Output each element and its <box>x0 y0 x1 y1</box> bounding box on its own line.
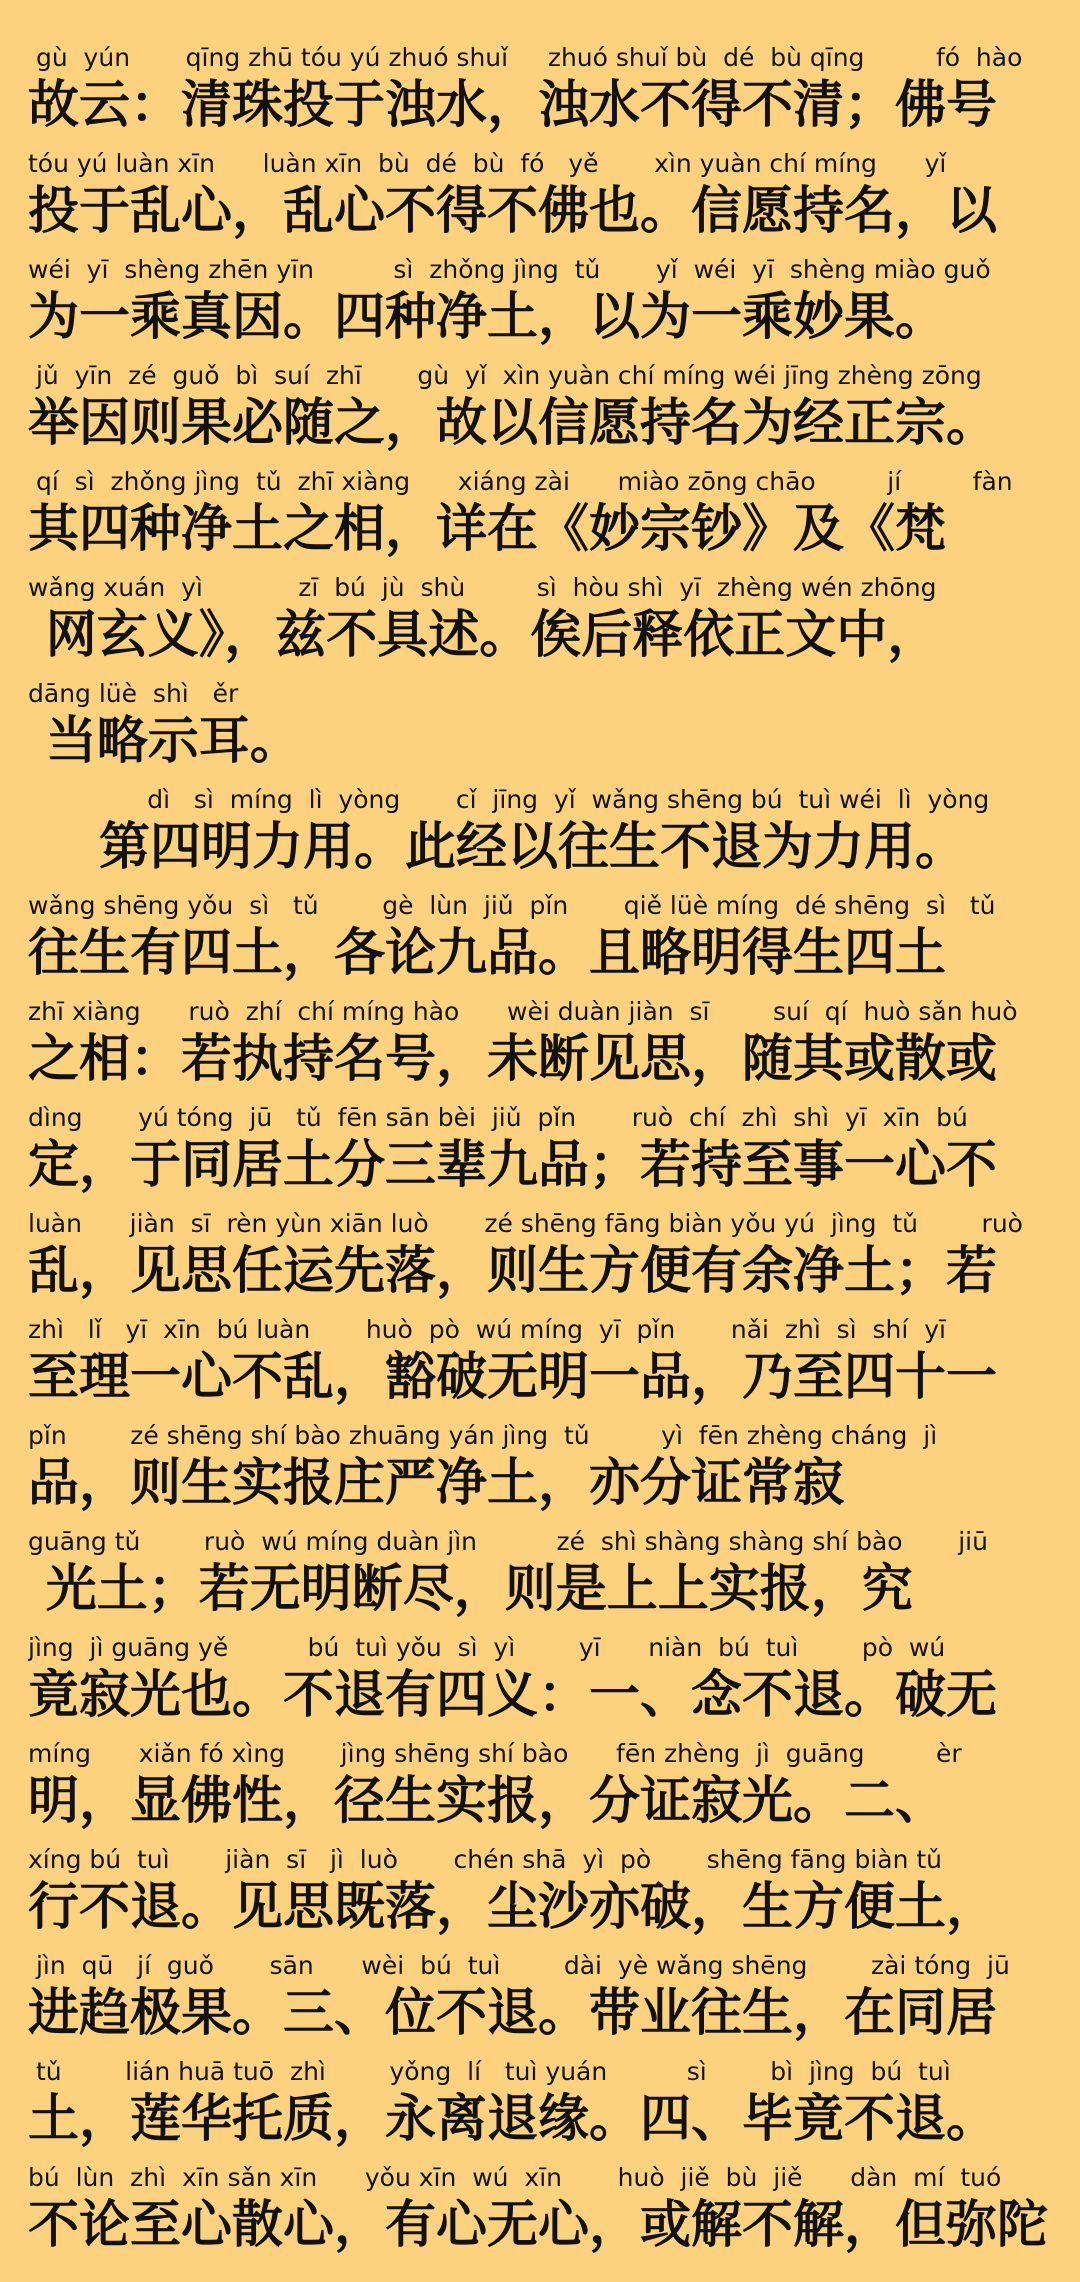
text-line-7 <box>28 676 1052 782</box>
text-line-14 <box>28 1418 1052 1524</box>
hanzi-row: 故云：清珠投于浊水，浊水不得不清；佛号 <box>28 76 998 135</box>
text-line-2 <box>28 146 1052 252</box>
pinyin-row: tóu yú luàn xīn luàn xīn bù dé bù fó yě xìn yuàn chí míng yǐ <box>28 149 947 178</box>
pinyin-row: dāng lüè shì ěr <box>28 679 239 708</box>
pinyin-row: qí sì zhǒng jìng tǔ zhī xiàng xiáng zài miào zōng chāo jí fàn <box>28 467 1013 496</box>
text-line-17 <box>28 1736 1052 1842</box>
hanzi-row: 乱，见思任运先落，则生方便有余净土；若 <box>28 1242 998 1301</box>
text-line-12 <box>28 1206 1052 1312</box>
hanzi-row: 投于乱心，乱心不得不佛也。信愿持名，以 <box>28 182 998 241</box>
text-line-5 <box>28 464 1052 570</box>
text-line-3 <box>28 252 1052 358</box>
text-line-20 <box>28 2054 1052 2160</box>
pinyin-row: pǐn zé shēng shí bào zhuāng yán jìng tǔ yì fēn zhèng cháng jì <box>28 1421 938 1450</box>
pinyin-row: tǔ lián huā tuō zhì yǒng lí tuì yuán sì bì jìng bú tuì <box>28 2057 951 2086</box>
text-line-8 <box>28 782 1052 888</box>
pinyin-row: dì sì míng lì yòng cǐ jīng yǐ wǎng shēng bú tuì wéi lì yòng <box>28 785 990 814</box>
text-line-18 <box>28 1842 1052 1948</box>
hanzi-row: 往生有四土，各论九品。且略明得生四土 <box>28 924 947 983</box>
hanzi-row: 土，莲华托质，永离退缘。四、毕竟不退。 <box>28 2090 998 2149</box>
hanzi-row: 其四种净土之相，详在《妙宗钞》及《梵 <box>28 500 947 559</box>
pinyin-row: jìn qū jí guǒ sān wèi bú tuì dài yè wǎng shēng zài tóng jū <box>28 1951 1010 1980</box>
text-line-6 <box>28 570 1052 676</box>
hanzi-row: 行不退。见思既落，尘沙亦破，生方便土， <box>28 1878 998 1937</box>
hanzi-row: 品，则生实报庄严净土，亦分证常寂 <box>28 1454 845 1513</box>
pinyin-row: luàn jiàn sī rèn yùn xiān luò zé shēng fāng biàn yǒu yú jìng tǔ ruò <box>28 1209 1023 1238</box>
hanzi-row: 之相：若执持名号，未断见思，随其或散或 <box>28 1030 998 1089</box>
hanzi-row: 竟寂光也。不退有四义：一、念不退。破无 <box>28 1666 998 1725</box>
text-line-13 <box>28 1312 1052 1418</box>
text-line-1 <box>28 40 1052 146</box>
text-line-4 <box>28 358 1052 464</box>
hanzi-row: 光土；若无明断尽，则是上上实报，究 <box>28 1560 913 1619</box>
hanzi-row: 为一乘真因。四种净土，以为一乘妙果。 <box>28 288 947 347</box>
pinyin-row: dìng yú tóng jū tǔ fēn sān bèi jiǔ pǐn ruò chí zhì shì yī xīn bú <box>28 1103 968 1132</box>
pinyin-row: gù yún qīng zhū tóu yú zhuó shuǐ zhuó shuǐ bù dé bù qīng fó hào <box>28 43 1023 72</box>
hanzi-row: 当略示耳。 <box>28 712 301 771</box>
pinyin-row: bú lùn zhì xīn sǎn xīn yǒu xīn wú xīn huò jiě bù jiě dàn mí tuó <box>28 2163 1002 2192</box>
pinyin-row: xíng bú tuì jiàn sī jì luò chén shā yì pò shēng fāng biàn tǔ <box>28 1845 943 1874</box>
text-line-9 <box>28 888 1052 994</box>
hanzi-row: 明，显佛性，径生实报，分证寂光。二、 <box>28 1772 947 1831</box>
hanzi-row: 不论至心散心，有心无心，或解不解，但弥陀 <box>28 2196 1049 2255</box>
pinyin-row: zhì lǐ yī xīn bú luàn huò pò wú míng yī pǐn nǎi zhì sì shí yī <box>28 1315 946 1344</box>
pinyin-row: míng xiǎn fó xìng jìng shēng shí bào fēn zhèng jì guāng èr <box>28 1739 962 1768</box>
text-line-10 <box>28 994 1052 1100</box>
text-line-19 <box>28 1948 1052 2054</box>
hanzi-row: 至理一心不乱，豁破无明一品，乃至四十一 <box>28 1348 998 1407</box>
pinyin-row: jǔ yīn zé guǒ bì suí zhī gù yǐ xìn yuàn chí míng wéi jīng zhèng zōng <box>28 361 982 390</box>
hanzi-row: 网玄义》，兹不具述。俟后释依正文中， <box>28 606 939 665</box>
text-line-16 <box>28 1630 1052 1736</box>
pinyin-row: jìng jì guāng yě bú tuì yǒu sì yì yī niàn bú tuì pò wú <box>28 1633 946 1662</box>
text-line-11 <box>28 1100 1052 1206</box>
hanzi-row: 定，于同居土分三辈九品；若持至事一心不 <box>28 1136 998 1195</box>
hanzi-row: 第四明力用。此经以往生不退为力用。 <box>28 818 967 877</box>
text-line-15 <box>28 1524 1052 1630</box>
pinyin-row: guāng tǔ ruò wú míng duàn jìn zé shì shàng shàng shí bào jiū <box>28 1527 988 1556</box>
pinyin-row: wǎng xuán yì zī bú jù shù sì hòu shì yī zhèng wén zhōng <box>28 573 937 602</box>
pinyin-row: wǎng shēng yǒu sì tǔ gè lùn jiǔ pǐn qiě lüè míng dé shēng sì tǔ <box>28 891 996 920</box>
hanzi-row: 举因则果必随之，故以信愿持名为经正宗。 <box>28 394 998 453</box>
text-line-21 <box>28 2160 1052 2266</box>
hanzi-row: 进趋极果。三、位不退。带业往生，在同居 <box>28 1984 998 2043</box>
pinyin-row: wéi yī shèng zhēn yīn sì zhǒng jìng tǔ yǐ wéi yī shèng miào guǒ <box>28 255 991 284</box>
pinyin-row: zhī xiàng ruò zhí chí míng hào wèi duàn jiàn sī suí qí huò sǎn huò <box>28 997 1018 1026</box>
